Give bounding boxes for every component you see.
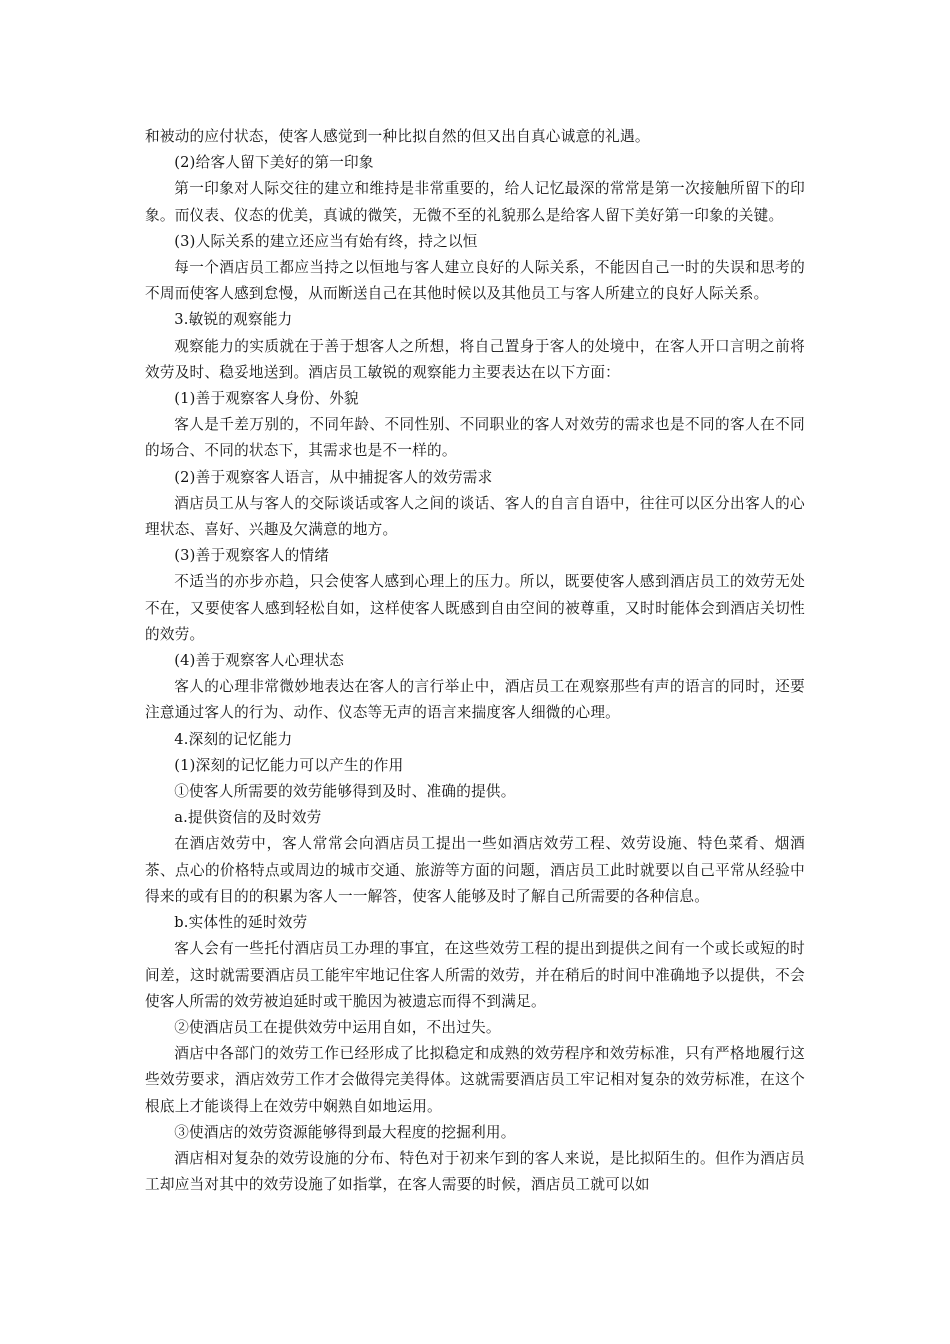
section-heading: b.实体性的延时效劳 [174,914,308,932]
section-heading: (3)善于观察客人的情绪 [174,547,330,565]
section-heading: 3.敏锐的观察能力 [174,311,293,329]
section-heading: (3)人际关系的建立还应当有始有终，持之以恒 [174,232,478,250]
document-body [145,124,805,1198]
paragraph: 每一个酒店员工都应当持之以恒地与客人建立良好的人际关系，不能因自己一时的失误和思考的不周而使客人感到怠慢，从而断送自己在其他时候以及其他员工与客人所建立的良好人际关系。 [145,259,805,303]
section-heading: ①使客人所需要的效劳能够得到及时、准确的提供。 [174,783,516,801]
section-heading: ②使酒店员工在提供效劳中运用自如，不出过失。 [174,1018,501,1036]
paragraph: 酒店相对复杂的效劳设施的分布、特色对于初来乍到的客人来说，是比拟陌生的。但作为酒店员工却应当对其中的效劳设施了如指掌，在客人需要的时候，酒店员工就可以如 [145,1149,805,1194]
paragraph: 酒店中各部门的效劳工作已经形成了比拟稳定和成熟的效劳程序和效劳标准，只有严格地履行这些效劳要求，酒店效劳工作才会做得完美得体。这就需要酒店员工牢记相对复杂的效劳标准，在这个根底上才能谈得上在效劳中娴熟自如地运用。 [145,1045,805,1115]
section-heading: a.提供资信的及时效劳 [174,809,322,827]
section-heading: (1)善于观察客人身份、外貌 [174,390,359,408]
paragraph: 不适当的亦步亦趋，只会使客人感到心理上的压力。所以，既要使客人感到酒店员工的效劳无处不在，又要使客人感到轻松自如，这样使客人既感到自由空间的被尊重，又时时能体会到酒店关切性的效劳。 [145,573,805,643]
section-heading: (2)给客人留下美好的第一印象 [174,154,374,172]
section-heading: 4.深刻的记忆能力 [174,730,293,748]
paragraph: 观察能力的实质就在于善于想客人之所想，将自己置身于客人的处境中，在客人开口言明之前将效劳及时、稳妥地送到。酒店员工敏锐的观察能力主要表达在以下方面： [145,337,805,381]
section-heading: (1)深刻的记忆能力可以产生的作用 [174,756,404,774]
paragraph: 和被动的应付状态，使客人感觉到一种比拟自然的但又出自真心诚意的礼遇。 [145,128,650,145]
paragraph: 客人的心理非常微妙地表达在客人的言行举止中，酒店员工在观察那些有声的语言的同时，还要注意通过客人的行为、动作、仪态等无声的语言来揣度客人细微的心理。 [145,678,805,722]
paragraph: 在酒店效劳中，客人常常会向酒店员工提出一些如酒店效劳工程、效劳设施、特色菜肴、烟酒茶、点心的价格特点或周边的城市交通、旅游等方面的问题，酒店员工此时就要以自己平常从经验中得来的或有目的的积累为客人一一解答，使客人能够及时了解自己所需要的各种信息。 [145,835,805,905]
paragraph: 第一印象对人际交往的建立和维持是非常重要的，给人记忆最深的常常是第一次接触所留下的印象。而仪表、仪态的优美，真诚的微笑，无微不至的礼貌那么是给客人留下美好第一印象的关键。 [145,180,805,224]
section-heading: (2)善于观察客人语言，从中捕捉客人的效劳需求 [174,468,493,486]
paragraph: 酒店员工从与客人的交际谈话或客人之间的谈话、客人的自言自语中，往往可以区分出客人的心理状态、喜好、兴趣及欠满意的地方。 [145,494,805,539]
paragraph: 客人是千差万别的，不同年龄、不同性别、不同职业的客人对效劳的需求也是不同的客人在不同的场合、不同的状态下，其需求也是不一样的。 [145,416,805,460]
paragraph: 客人会有一些托付酒店员工办理的事宜，在这些效劳工程的提出到提供之间有一个或长或短的时间差，这时就需要酒店员工能牢牢地记住客人所需的效劳，并在稍后的时间中准确地予以提供，不会使客人所需的效劳被迫延时或干脆因为被遗忘而得不到满足。 [145,940,805,1010]
section-heading: (4)善于观察客人心理状态 [174,652,345,670]
section-heading: ③使酒店的效劳资源能够得到最大程度的挖掘利用。 [174,1123,516,1141]
